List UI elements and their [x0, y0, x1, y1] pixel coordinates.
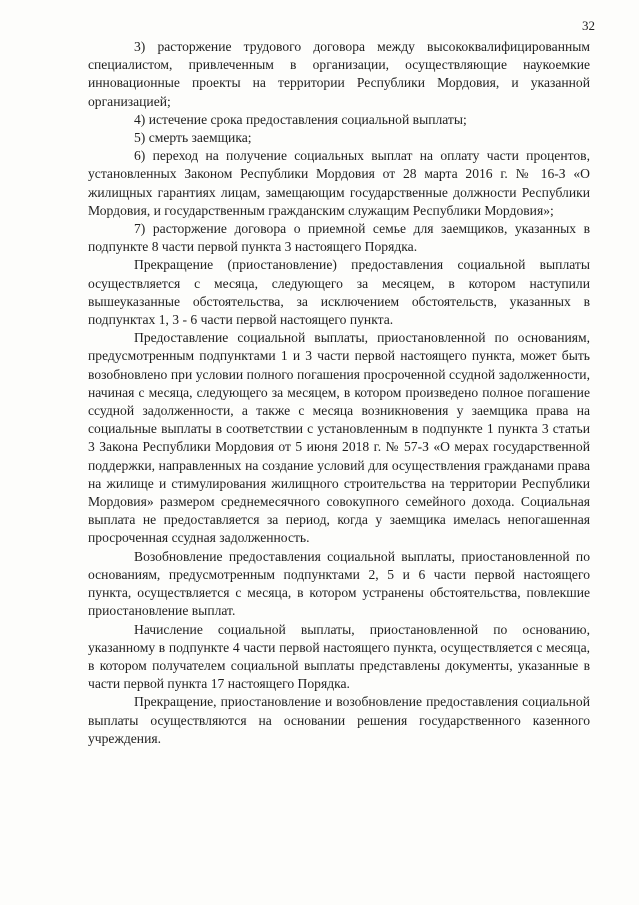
paragraph-foster-family-contract: 7) расторжение договора о приемной семье для заемщиков, указанных в подпункте 8 части первой пункта 3 настоящего Порядка. [88, 221, 590, 255]
paragraph-dismissal-specialist: 3) расторжение трудового договора между высококвалифицированным специалистом, привлеченным в организации, осуществляющие наукоемкие инновационные проекты на территории Республики Мордовия, и указанной организацией; [88, 39, 590, 109]
paragraph-resumption-circumstances: Возобновление предоставления социальной выплаты, приостановленной по основаниям, предусмотренным подпунктами 2, 5 и 6 части первой настоящего пункта, осуществляется с месяца, в котором устранены обстоятельства, повлекшие приостановление выплат. [88, 548, 590, 619]
paragraph-transition-interest-payments: 6) переход на получение социальных выплат на оплату части процентов, установленных Законом Республики Мордовия от 28 марта 2016 г. № 16-З «О жилищных гарантиях лицам, замещающим государственные должности Республики Мордовия, и государственным гражданским служащим Республики Мордовия»; [88, 148, 590, 218]
paragraph-resumption-debt-repayment: Предоставление социальной выплаты, приостановленной по основаниям, предусмотренным подпунктами 1 и 3 части первой настоящего пункта, может быть возобновлено при условии полного погашения просроченной ссудной задолженности, начиная с месяца, следующего за месяцем, в котором произведено полное погашение ссудной задолженности, а также с месяца возникновения у заемщика права на социальные выплаты в соответствии с установленным в подпункте 1 пункта 3 статьи 3 Закона Республики Мордовия от 5 июня 2018 г. № 57-З «О мерах государственной поддержки, направленных на создание условий для осуществления гражданами права на жилище и стимулирования жилищного строительства на территории Республики Мордовия» размером среднемесячного совокупного семейного дохода. Социальная выплата не предоставляется за период, когда у заемщика имелась непогашенная просроченная ссудная задолженность. [88, 330, 590, 546]
paragraph-accrual-documents: Начисление социальной выплаты, приостановленной по основанию, указанному в подпункте 4 части первой настоящего пункта, осуществляется с месяца, в котором получателем социальной выплаты представлены документы, указанные в части первой пункта 17 настоящего Порядка. [88, 621, 590, 692]
paragraph-term-expiry: 4) истечение срока предоставления социальной выплаты; [134, 111, 467, 127]
paragraph-decision-authority: Прекращение, приостановление и возобновление предоставления социальной выплаты осуществляются на основании решения государственного казенного учреждения. [88, 694, 590, 746]
document-body [88, 38, 590, 748]
page-number: 32 [582, 18, 595, 33]
paragraph-borrower-death: 5) смерть заемщика; [134, 130, 252, 146]
paragraph-termination-start: Прекращение (приостановление) предоставления социальной выплаты осуществляется с месяца, следующего за месяцем, в котором наступили вышеуказанные обстоятельства, за исключением обстоятельств, указанных в подпунктах 1, 3 - 6 части первой настоящего пункта. [88, 257, 590, 328]
